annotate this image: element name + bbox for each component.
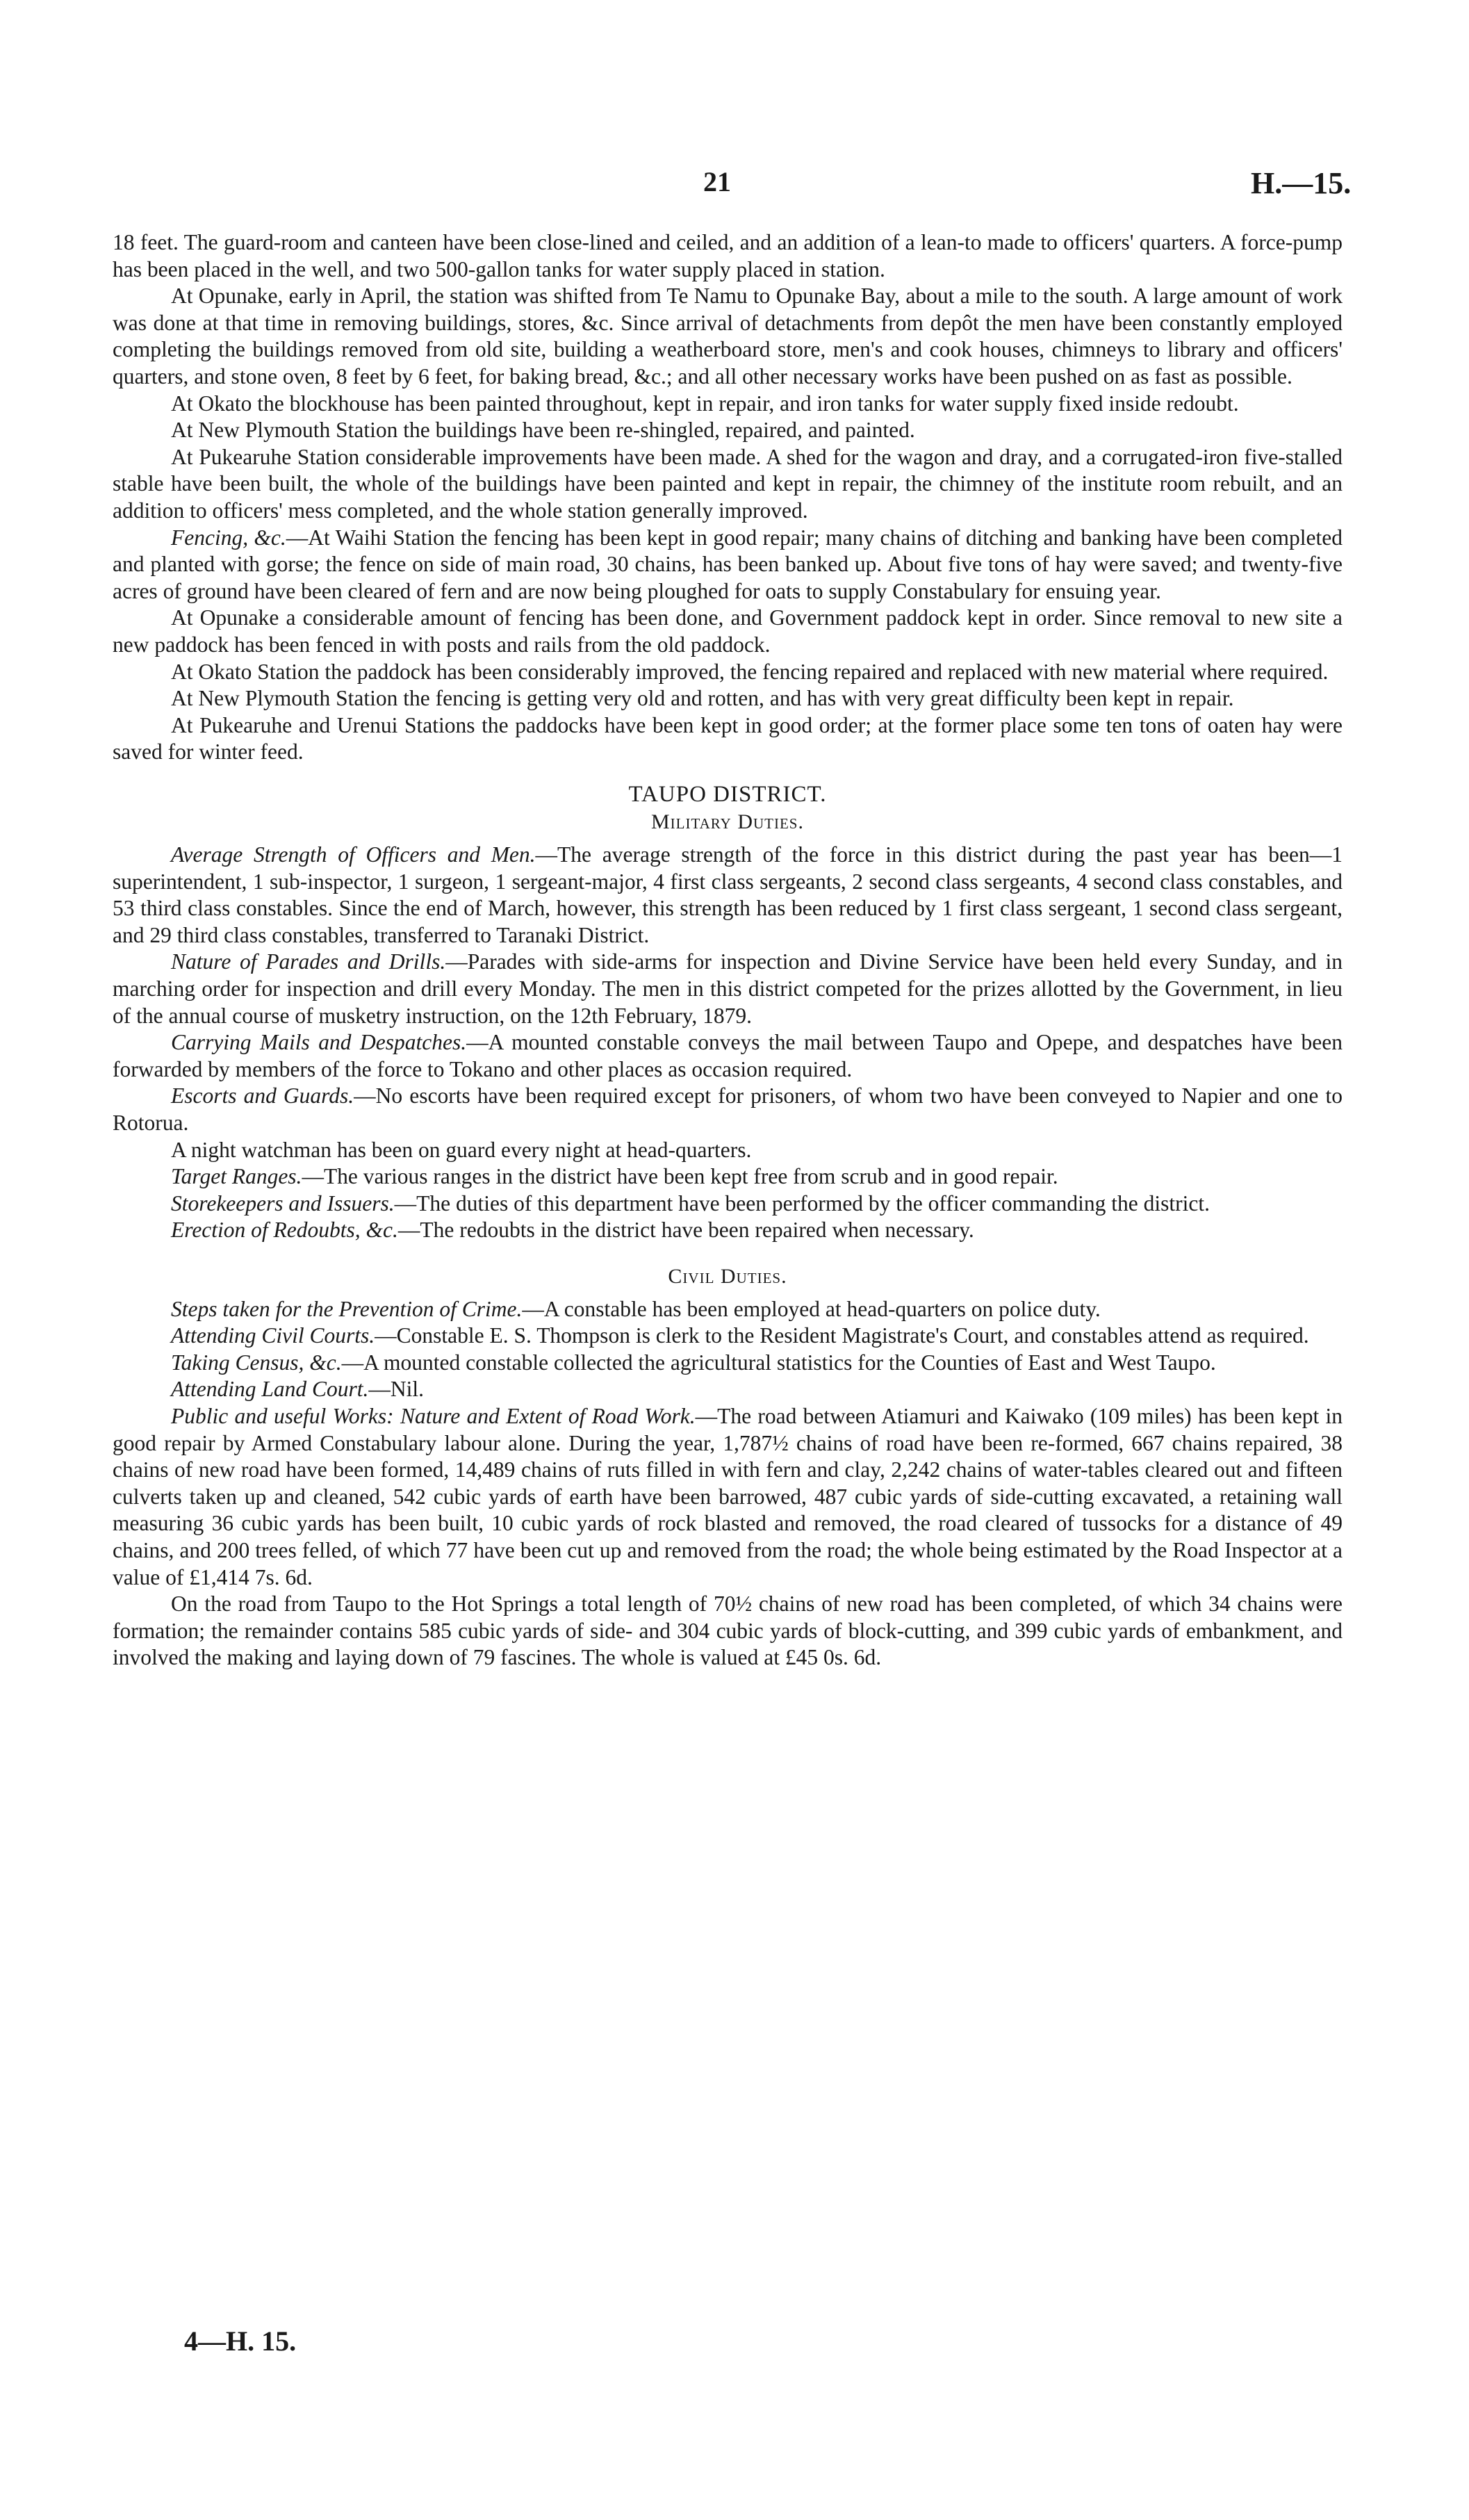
paragraph-lead: Steps taken for the Prevention of Crime. (171, 1296, 523, 1321)
paragraph (113, 949, 1343, 1029)
district-heading: TAUPO DISTRICT. (628, 781, 827, 807)
paragraph-text: —Parades with side-arms for inspection and Divine Service have been held every Sunday, and in marching order for inspection and drill every Monday. The men in this district competed for the prizes allotted by the Government, in lieu of the annual course of musketry instruction, on the 12th February, 1879. (113, 949, 1343, 1028)
paragraph-text: 18 feet. The guard-room and canteen have been close-lined and ceiled, and an addition of a lean-to made to officers' quarters. A force-pump has been placed in the well, and two 500-gallon tanks for water supply placed in station. (113, 230, 1343, 281)
paragraph (113, 1163, 1343, 1191)
paragraph-text: —A constable has been employed at head-quarters on police duty. (522, 1296, 1101, 1321)
paragraph-text: —The redoubts in the district have been repaired when necessary. (397, 1218, 974, 1243)
paragraph (113, 1591, 1343, 1671)
paragraph-text: —At Waihi Station the fencing has been kept in good repair; many chains of ditching and banking have been completed and planted with gorse; the fence on side of main road, 30 chains, has been banked up. About five tons of hay were saved; and twenty-five acres of ground have been cleared of fern and are now being ploughed for oats to supply Constabulary for ensuing year. (113, 525, 1343, 603)
paragraph (113, 283, 1343, 390)
paragraph-text: —A mounted constable conveys the mail between Taupo and Opepe, and despatches have been forwarded by members of the force to Tokano and other places as occasion required. (113, 1030, 1343, 1081)
paragraph (113, 1217, 1343, 1244)
military-duties-heading: Military Duties. (651, 810, 804, 834)
paragraph-lead: Taking Census, &c. (171, 1350, 342, 1375)
paragraph (113, 1191, 1343, 1218)
paragraph-lead: Carrying Mails and Despatches. (171, 1030, 467, 1055)
sheet-signature: 4—H. 15. (184, 2325, 297, 2357)
military-duties-section (113, 842, 1343, 1244)
paragraph (113, 229, 1343, 283)
paragraph-text: —A mounted constable collected the agricultural statistics for the Counties of East and West Taupo. (341, 1350, 1216, 1375)
paragraph (113, 525, 1343, 605)
civil-duties-heading: Civil Duties. (668, 1264, 787, 1288)
page-body (113, 229, 1343, 1671)
paragraph (113, 1323, 1343, 1350)
paragraph-text: —Constable E. S. Thompson is clerk to the Resident Magistrate's Court, and constables attend as required. (375, 1323, 1309, 1348)
paragraph (113, 444, 1343, 525)
paragraph-lead: Average Strength of Officers and Men. (171, 842, 536, 867)
paragraph (113, 1403, 1343, 1591)
paragraph-lead: Nature of Parades and Drills. (171, 949, 446, 974)
paragraph-text: —Nil. (368, 1377, 425, 1402)
paragraph (113, 1376, 1343, 1403)
paragraph-text: —No escorts have been required except for prisoners, of whom two have been conveyed to Napier and one to Rotorua. (113, 1083, 1343, 1135)
paragraph-text: At Opunake, early in April, the station was shifted from Te Namu to Opunake Bay, about a mile to the south. A large amount of work was done at that time in removing buildings, stores, &c. Since arrival of detachments from depôt the men have been constantly employed completing the buildings removed from old site, building a weatherboard store, men's and cook houses, chimneys to library and officers' quarters, and stone oven, 8 feet by 6 feet, for baking bread, &c.; and all other necessary works have been pushed on as fast as possible. (113, 284, 1343, 388)
paragraph (113, 1083, 1343, 1136)
paragraph (113, 1029, 1343, 1083)
paragraph (113, 417, 1343, 444)
paragraph-lead: Fencing, &c. (171, 525, 286, 550)
paragraph (113, 1350, 1343, 1377)
paragraph-lead: Storekeepers and Issuers. (171, 1191, 395, 1216)
paragraph (113, 1296, 1343, 1323)
paragraph-text: —The duties of this department have been performed by the officer commanding the district. (394, 1191, 1210, 1216)
paragraph-text: At Okato Station the paddock has been considerably improved, the fencing repaired and replaced with new material where required. (171, 659, 1329, 684)
paragraph-lead: Attending Civil Courts. (171, 1323, 375, 1348)
paragraph-text: A night watchman has been on guard every night at head-quarters. (171, 1137, 752, 1162)
paragraph-lead: Erection of Redoubts, &c. (171, 1218, 398, 1243)
paragraph-lead: Public and useful Works: Nature and Extent of Road Work. (171, 1403, 696, 1428)
paragraph-text: At New Plymouth Station the fencing is getting very old and rotten, and has with very great difficulty been kept in repair. (171, 686, 1234, 711)
paragraph (113, 391, 1343, 418)
document-reference: H.—15. (1251, 166, 1352, 200)
paragraph (113, 685, 1343, 712)
paragraph-text: At Opunake a considerable amount of fencing has been done, and Government paddock kept in order. Since removal to new site a new paddock has been fenced in with posts and rails from the old paddock. (113, 605, 1343, 657)
paragraph-lead: Escorts and Guards. (171, 1083, 354, 1108)
paragraph (113, 1137, 1343, 1164)
paragraph-lead: Target Ranges. (171, 1164, 302, 1189)
page-number: 21 (703, 166, 731, 197)
paragraph-lead: Attending Land Court. (171, 1377, 369, 1402)
paragraph-text: At Pukearuhe and Urenui Stations the paddocks have been kept in good order; at the former place some ten tons of oaten hay were saved for winter feed. (113, 712, 1343, 764)
civil-duties-section (113, 1296, 1343, 1671)
paragraph-text: —The various ranges in the district have been kept free from scrub and in good repair. (302, 1164, 1058, 1189)
paragraph-text: —The road between Atiamuri and Kaiwako (109 miles) has been kept in good repair by Armed Constabulary labour alone. During the year, 1,787½ chains of road have been re-formed, 667 chains repaired, 38 chains of new road have been formed, 14,489 chains of ruts filled in with fern and clay, 2,242 chains of water-tables cleared out and fifteen culverts taken up and cleaned, 542 cubic yards of earth have been barrowed, 487 cubic yards of side-cutting excavated, a retaining wall measuring 36 cubic yards has been built, 10 cubic yards of rock blasted and removed, the road cleared of tussocks for a distance of 49 chains, and 200 trees felled, of which 77 have been cut up and removed from the road; the whole being estimated by the Road Inspector at a value of £1,414 7s. 6d. (113, 1403, 1343, 1589)
paragraph (113, 712, 1343, 766)
paragraph-text: At New Plymouth Station the buildings have been re-shingled, repaired, and painted. (171, 418, 915, 443)
paragraph (113, 842, 1343, 949)
paragraph-text: At Okato the blockhouse has been painted throughout, kept in repair, and iron tanks for water supply fixed inside redoubt. (171, 391, 1239, 416)
paragraph-text: —The average strength of the force in this district during the past year has been—1 superintendent, 1 sub-inspector, 1 surgeon, 1 sergeant-major, 4 first class sergeants, 2 second class sergeants, 4 second class constables, and 53 third class constables. Since the end of March, however, this strength has been reduced by 1 first class sergeant, 1 second class sergeant, and 29 third class constables, transferred to Taranaki District. (113, 842, 1343, 947)
paragraph (113, 659, 1343, 686)
taranaki-buildings-section (113, 229, 1343, 766)
paragraph-text: On the road from Taupo to the Hot Springs a total length of 70½ chains of new road has been completed, of which 34 chains were formation; the remainder contains 585 cubic yards of side- and 304 cubic yards of block-cutting, and 399 cubic yards of embankment, and involved the making and laying down of 79 fascines. The whole is valued at £45 0s. 6d. (113, 1592, 1343, 1670)
paragraph (113, 605, 1343, 658)
paragraph-text: At Pukearuhe Station considerable improvements have been made. A shed for the wagon and dray, and a corrugated-iron five-stalled stable have been built, the whole of the buildings have been painted and kept in repair, the chimney of the institute room rebuilt, and an addition to officers' mess completed, and the whole station generally improved. (113, 444, 1343, 523)
